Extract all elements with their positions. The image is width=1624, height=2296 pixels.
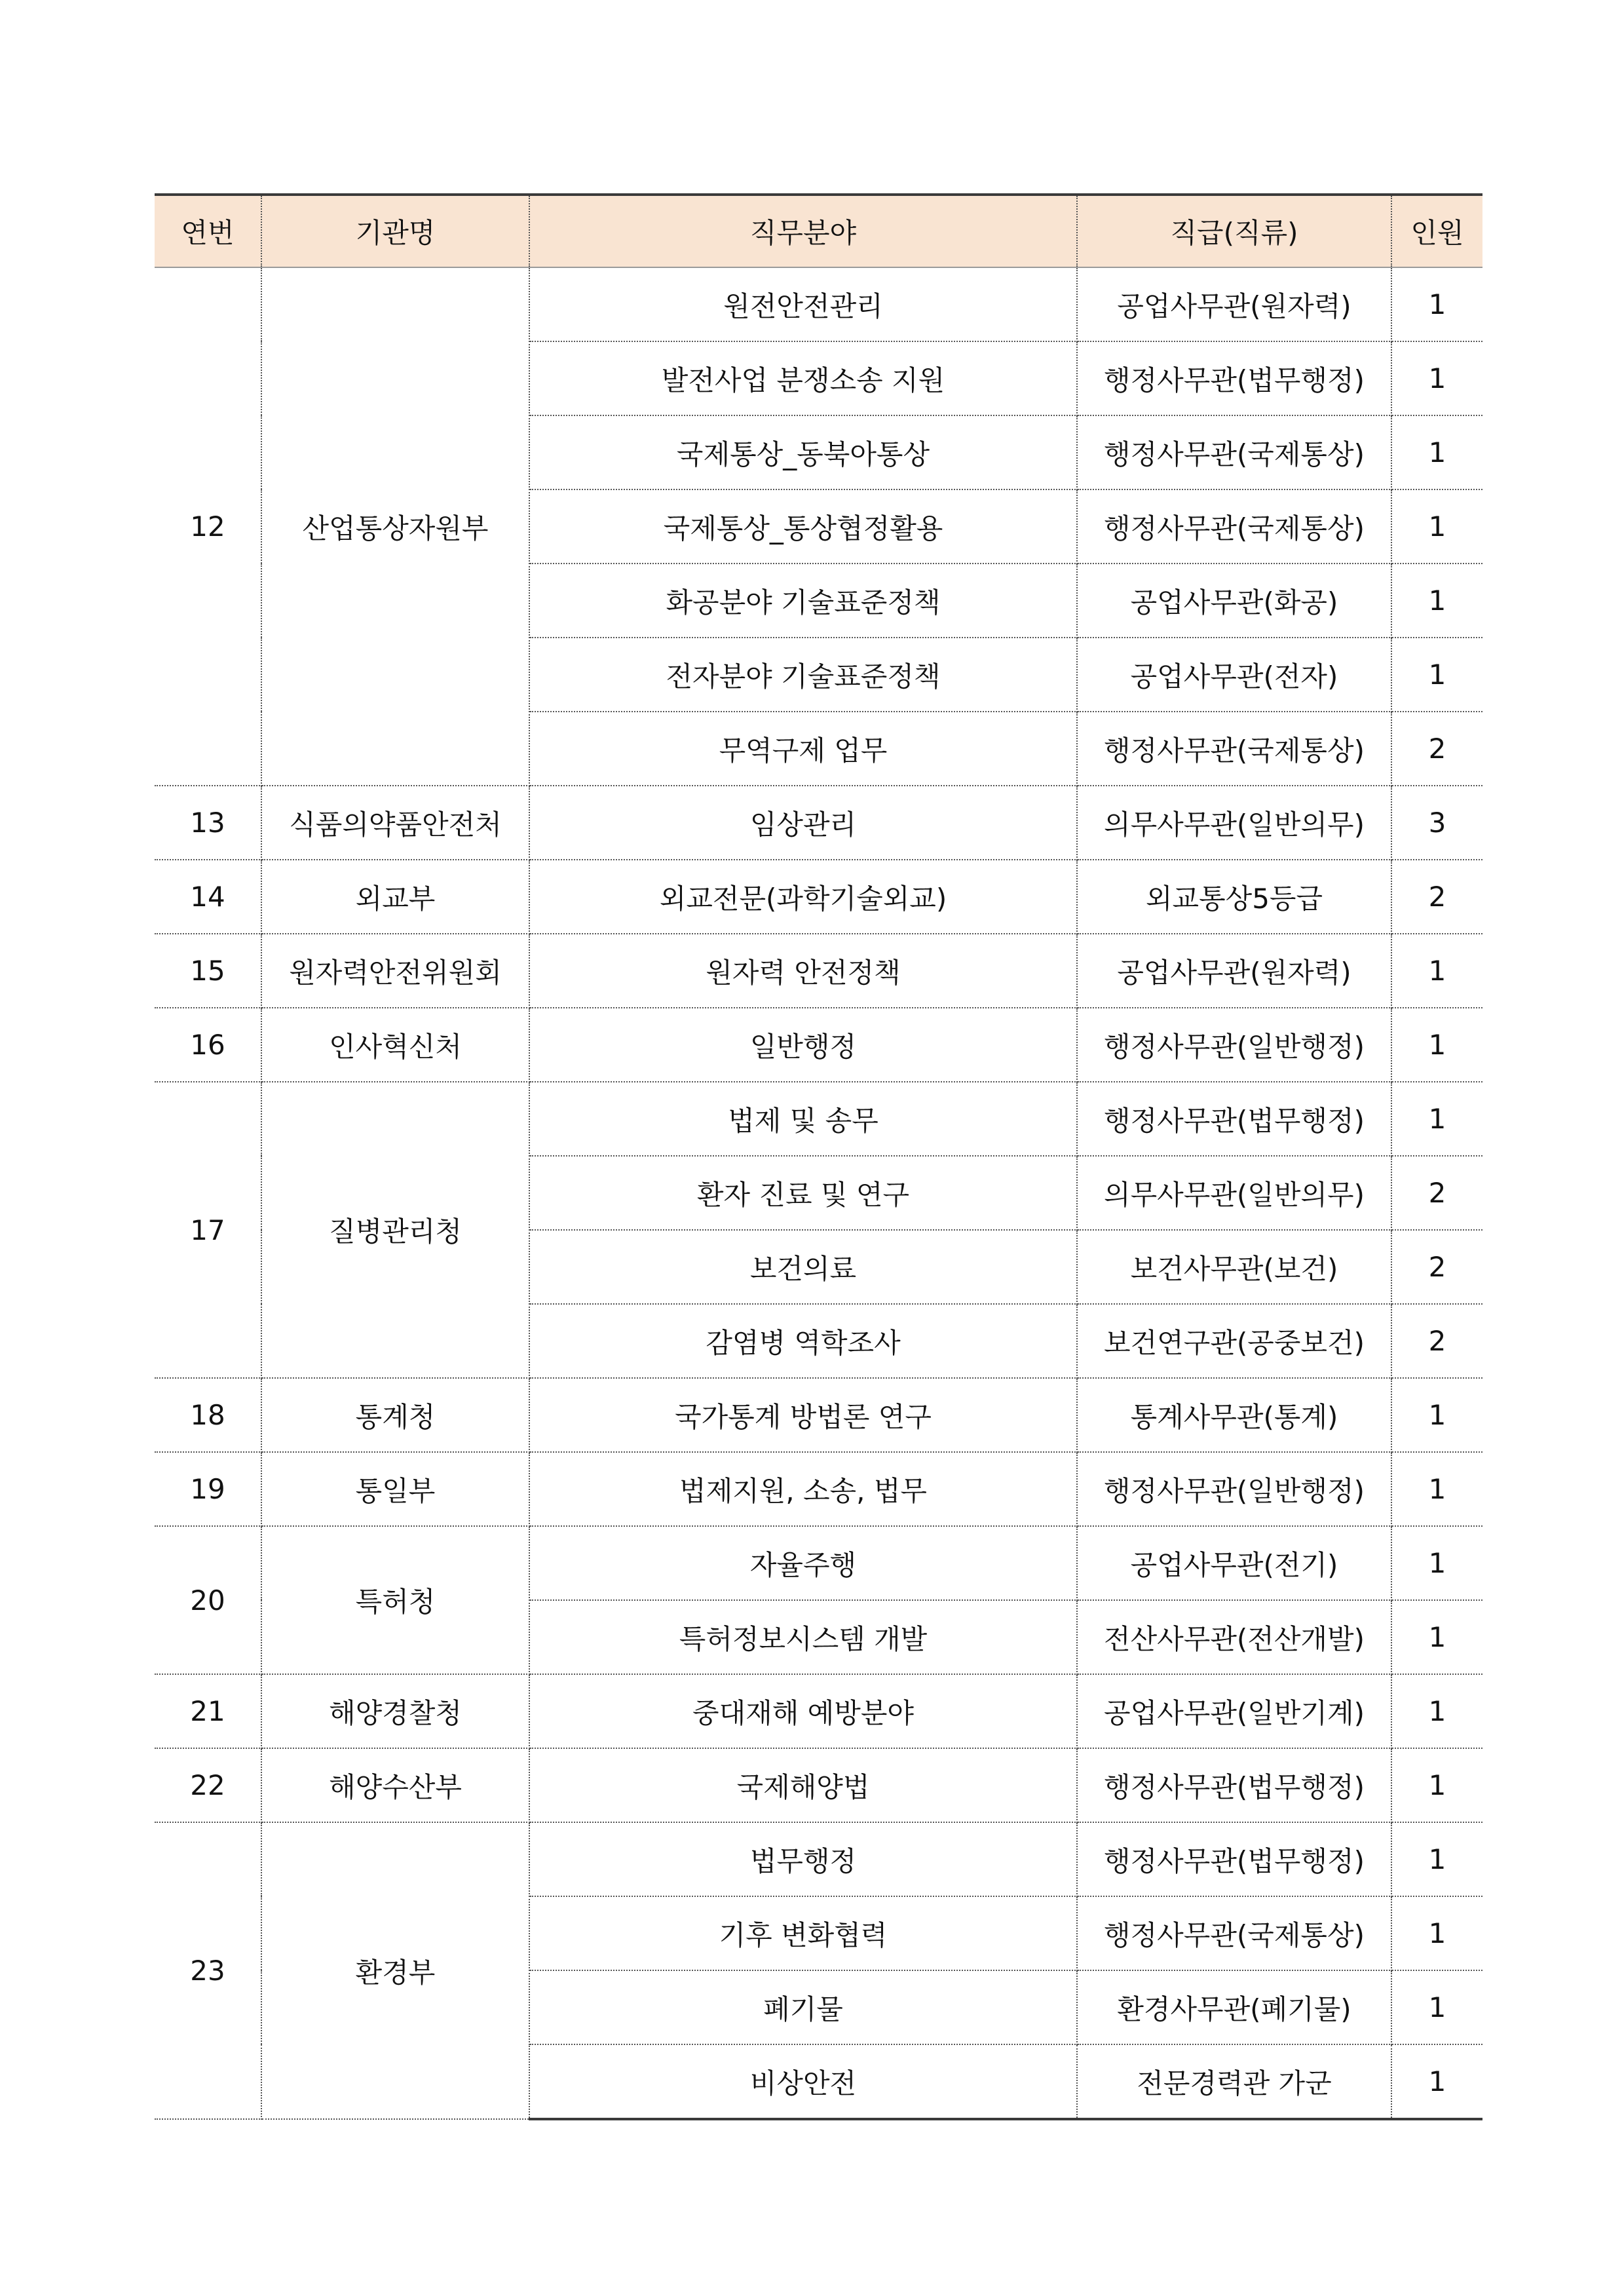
cell-duty: 무역구제 업무 (529, 712, 1077, 786)
table-body (155, 267, 1482, 2119)
table-row (155, 1674, 1482, 1748)
cell-count: 1 (1391, 415, 1482, 489)
cell-rank: 공업사무관(전자) (1077, 638, 1391, 712)
cell-count: 1 (1391, 1896, 1482, 1970)
cell-count: 1 (1391, 1526, 1482, 1600)
cell-count: 3 (1391, 786, 1482, 860)
table-row (155, 786, 1482, 860)
cell-count: 1 (1391, 489, 1482, 564)
table-header (155, 195, 1482, 267)
cell-count: 1 (1391, 934, 1482, 1008)
cell-no: 17 (155, 1082, 261, 1378)
table-row (155, 1526, 1482, 1600)
cell-count: 1 (1391, 1674, 1482, 1748)
cell-duty: 비상안전 (529, 2044, 1077, 2119)
cell-org: 통계청 (261, 1378, 529, 1452)
cell-rank: 행정사무관(국제통상) (1077, 1896, 1391, 1970)
recruitment-table-container (155, 193, 1482, 2120)
cell-count: 1 (1391, 267, 1482, 341)
recruitment-table (155, 193, 1482, 2120)
cell-rank: 행정사무관(국제통상) (1077, 489, 1391, 564)
cell-rank: 의무사무관(일반의무) (1077, 786, 1391, 860)
cell-org: 통일부 (261, 1452, 529, 1526)
cell-no: 20 (155, 1526, 261, 1674)
cell-count: 2 (1391, 1304, 1482, 1378)
cell-no: 22 (155, 1748, 261, 1822)
cell-duty: 법제 및 송무 (529, 1082, 1077, 1156)
cell-no: 21 (155, 1674, 261, 1748)
cell-duty: 국제통상_동북아통상 (529, 415, 1077, 489)
table-row (155, 1452, 1482, 1526)
cell-duty: 국가통계 방법론 연구 (529, 1378, 1077, 1452)
cell-rank: 보건사무관(보건) (1077, 1230, 1391, 1304)
cell-rank: 전산사무관(전산개발) (1077, 1600, 1391, 1674)
table-row (155, 1822, 1482, 1896)
table-row (155, 1082, 1482, 1156)
cell-count: 1 (1391, 1748, 1482, 1822)
cell-org: 산업통상자원부 (261, 267, 529, 786)
cell-no: 15 (155, 934, 261, 1008)
cell-rank: 환경사무관(폐기물) (1077, 1970, 1391, 2044)
cell-count: 2 (1391, 712, 1482, 786)
cell-org: 원자력안전위원회 (261, 934, 529, 1008)
cell-rank: 전문경력관 가군 (1077, 2044, 1391, 2119)
table-row (155, 1748, 1482, 1822)
cell-duty: 전자분야 기술표준정책 (529, 638, 1077, 712)
cell-duty: 외교전문(과학기술외교) (529, 860, 1077, 934)
cell-duty: 일반행정 (529, 1008, 1077, 1082)
cell-duty: 자율주행 (529, 1526, 1077, 1600)
cell-no: 14 (155, 860, 261, 934)
cell-rank: 행정사무관(법무행정) (1077, 341, 1391, 415)
cell-count: 1 (1391, 638, 1482, 712)
cell-duty: 원전안전관리 (529, 267, 1077, 341)
cell-org: 인사혁신처 (261, 1008, 529, 1082)
cell-rank: 행정사무관(국제통상) (1077, 712, 1391, 786)
cell-count: 1 (1391, 1452, 1482, 1526)
header-no: 연번 (155, 195, 261, 267)
cell-org: 외교부 (261, 860, 529, 934)
cell-duty: 법무행정 (529, 1822, 1077, 1896)
cell-count: 1 (1391, 1822, 1482, 1896)
cell-rank: 공업사무관(화공) (1077, 564, 1391, 638)
cell-duty: 국제통상_통상협정활용 (529, 489, 1077, 564)
header-duty: 직무분야 (529, 195, 1077, 267)
cell-duty: 감염병 역학조사 (529, 1304, 1077, 1378)
cell-count: 1 (1391, 1082, 1482, 1156)
table-row (155, 934, 1482, 1008)
cell-org: 질병관리청 (261, 1082, 529, 1378)
cell-duty: 화공분야 기술표준정책 (529, 564, 1077, 638)
cell-duty: 법제지원, 소송, 법무 (529, 1452, 1077, 1526)
cell-rank: 행정사무관(국제통상) (1077, 415, 1391, 489)
cell-no: 23 (155, 1822, 261, 2119)
cell-org: 해양경찰청 (261, 1674, 529, 1748)
cell-rank: 행정사무관(일반행정) (1077, 1452, 1391, 1526)
cell-rank: 공업사무관(일반기계) (1077, 1674, 1391, 1748)
cell-rank: 통계사무관(통계) (1077, 1378, 1391, 1452)
cell-duty: 특허정보시스템 개발 (529, 1600, 1077, 1674)
cell-rank: 공업사무관(원자력) (1077, 934, 1391, 1008)
cell-org: 환경부 (261, 1822, 529, 2119)
cell-no: 12 (155, 267, 261, 786)
table-row (155, 860, 1482, 934)
cell-duty: 발전사업 분쟁소송 지원 (529, 341, 1077, 415)
cell-no: 19 (155, 1452, 261, 1526)
cell-rank: 의무사무관(일반의무) (1077, 1156, 1391, 1230)
cell-count: 1 (1391, 2044, 1482, 2119)
header-count: 인원 (1391, 195, 1482, 267)
cell-rank: 행정사무관(법무행정) (1077, 1082, 1391, 1156)
cell-duty: 중대재해 예방분야 (529, 1674, 1077, 1748)
cell-rank: 행정사무관(법무행정) (1077, 1748, 1391, 1822)
cell-no: 13 (155, 786, 261, 860)
cell-duty: 임상관리 (529, 786, 1077, 860)
cell-duty: 기후 변화협력 (529, 1896, 1077, 1970)
cell-count: 1 (1391, 1970, 1482, 2044)
cell-org: 식품의약품안전처 (261, 786, 529, 860)
cell-count: 1 (1391, 341, 1482, 415)
header-org: 기관명 (261, 195, 529, 267)
cell-duty: 폐기물 (529, 1970, 1077, 2044)
header-rank: 직급(직류) (1077, 195, 1391, 267)
cell-rank: 행정사무관(일반행정) (1077, 1008, 1391, 1082)
cell-org: 해양수산부 (261, 1748, 529, 1822)
table-row (155, 1008, 1482, 1082)
cell-rank: 행정사무관(법무행정) (1077, 1822, 1391, 1896)
header-row (155, 195, 1482, 267)
cell-duty: 보건의료 (529, 1230, 1077, 1304)
cell-rank: 공업사무관(전기) (1077, 1526, 1391, 1600)
cell-count: 2 (1391, 860, 1482, 934)
cell-count: 1 (1391, 1600, 1482, 1674)
cell-rank: 보건연구관(공중보건) (1077, 1304, 1391, 1378)
cell-count: 1 (1391, 564, 1482, 638)
cell-count: 2 (1391, 1156, 1482, 1230)
cell-duty: 국제해양법 (529, 1748, 1077, 1822)
cell-rank: 외교통상5등급 (1077, 860, 1391, 934)
cell-rank: 공업사무관(원자력) (1077, 267, 1391, 341)
cell-count: 2 (1391, 1230, 1482, 1304)
cell-duty: 원자력 안전정책 (529, 934, 1077, 1008)
cell-count: 1 (1391, 1008, 1482, 1082)
table-row (155, 267, 1482, 341)
cell-no: 16 (155, 1008, 261, 1082)
cell-org: 특허청 (261, 1526, 529, 1674)
cell-count: 1 (1391, 1378, 1482, 1452)
table-row (155, 1378, 1482, 1452)
cell-no: 18 (155, 1378, 261, 1452)
cell-duty: 환자 진료 및 연구 (529, 1156, 1077, 1230)
